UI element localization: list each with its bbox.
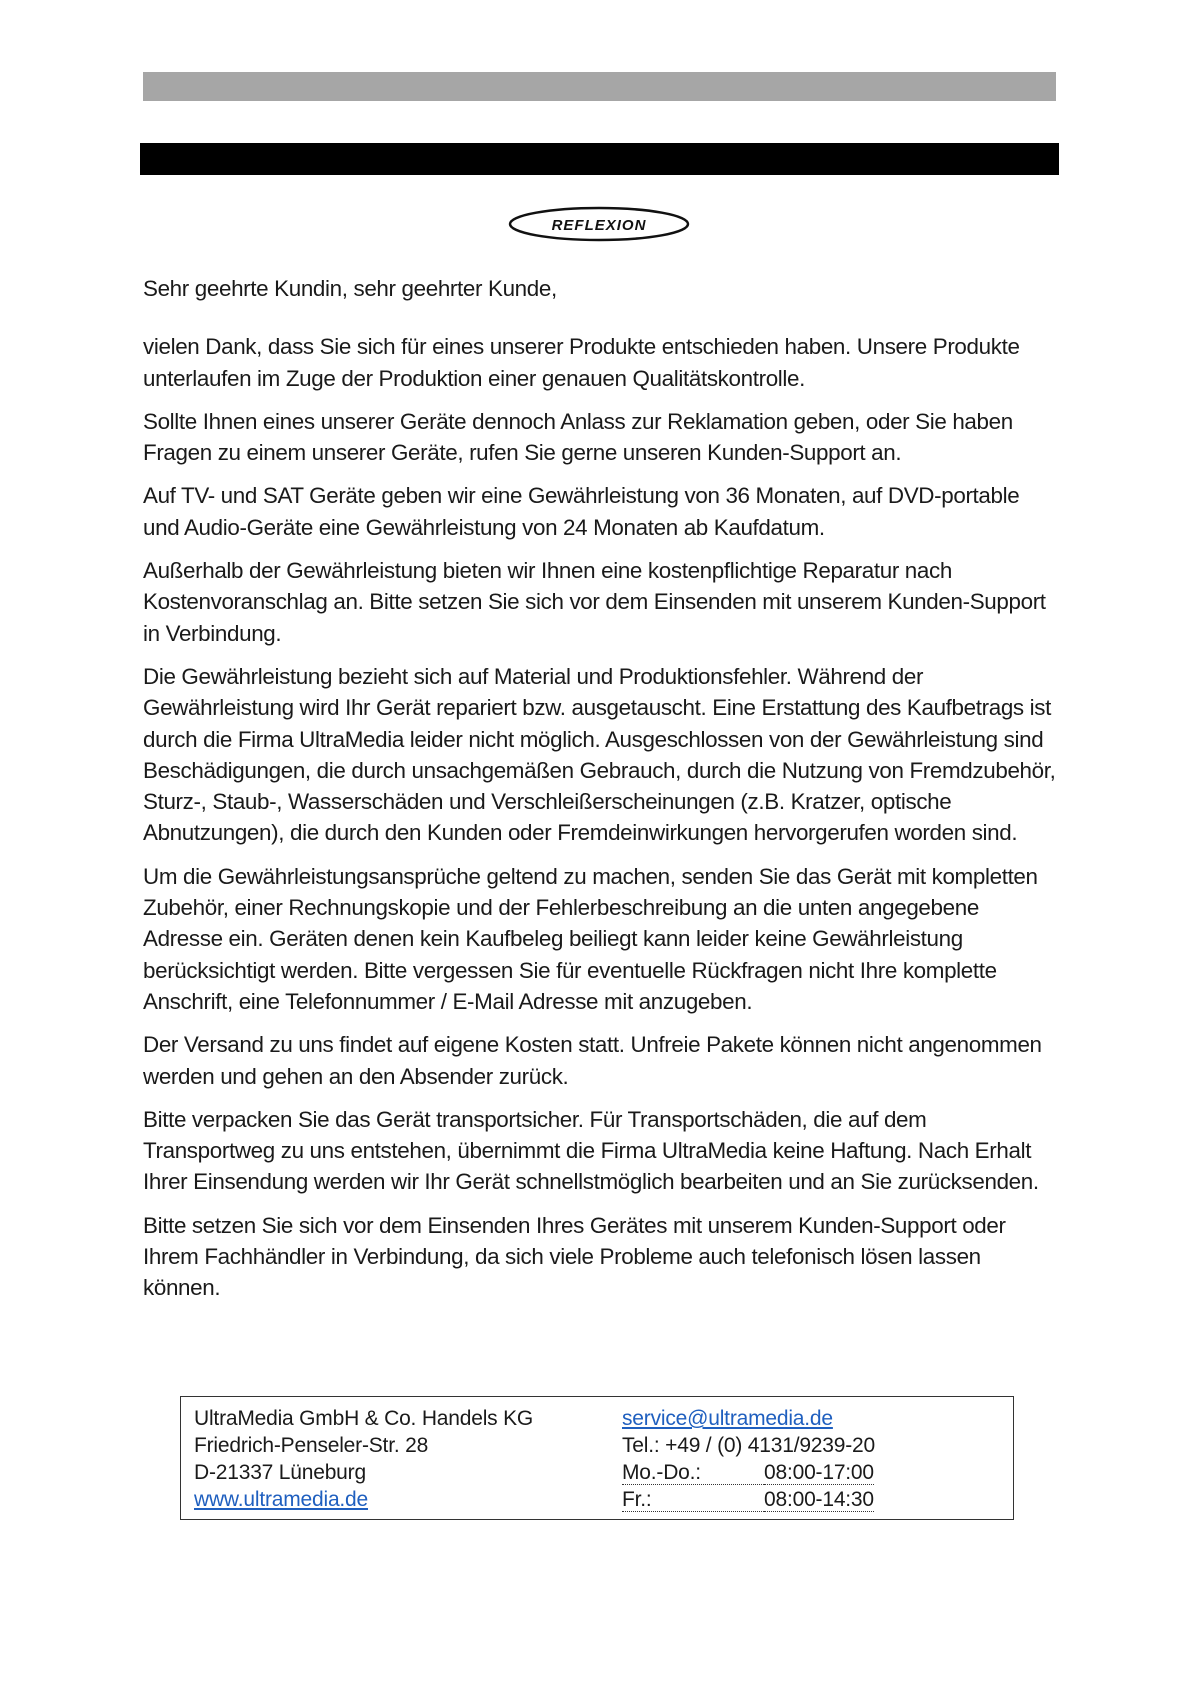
city-address: D-21337 Lüneburg bbox=[194, 1461, 366, 1484]
support-column bbox=[622, 1405, 875, 1513]
company-name: UltraMedia GmbH & Co. Handels KG bbox=[194, 1407, 534, 1430]
paragraph-shipping-costs: Der Versand zu uns findet auf eigene Kosten statt. Unfreie Pakete können nicht angenommen werden und gehen an den Absender zurück. bbox=[143, 1032, 1042, 1089]
header-black-bar bbox=[140, 143, 1059, 175]
hours-time: 08:00-17:00 bbox=[764, 1461, 874, 1484]
phone-number: Tel.: +49 / (0) 4131/9239-20 bbox=[622, 1434, 875, 1457]
paragraph-warranty-period: Auf TV- und SAT Geräte geben wir eine Gewährleistung von 36 Monaten, auf DVD-portable und Audio-Geräte eine Gewährleistung von 24 Monaten ab Kaufdatum. bbox=[143, 483, 1020, 540]
reflexion-logo bbox=[508, 205, 690, 243]
hours-row-fri bbox=[622, 1486, 875, 1513]
paragraph-warranty-scope: Die Gewährleistung bezieht sich auf Material und Produktionsfehler. Während der Gewährleistung wird Ihr Gerät repariert bzw. ausgetauscht. Eine Erstattung des Kaufbetrags ist durch die Firma UltraMedia leider nicht möglich. Ausgeschlossen von der Gewährleistung sind Beschädigungen, die durch unsachgemäßen Gebrauch, durch die Nutzung von Fremdzubehör, Sturz-, Staub-, Wasserschäden und Verschleißerscheinungen (z.B. Kratzer, optische Abnutzungen), die durch den Kunden oder Fremdeinwirkungen hervorgerufen worden sind. bbox=[143, 663, 1056, 846]
header-grey-bar bbox=[143, 72, 1056, 101]
paragraph-complaint: Sollte Ihnen eines unserer Geräte dennoch Anlass zur Reklamation geben, oder Sie haben Fragen zu einem unserer Geräte, rufen Sie gerne unseren Kunden-Support an. bbox=[143, 408, 1013, 466]
greeting: Sehr geehrte Kundin, sehr geehrter Kunde, bbox=[143, 276, 557, 301]
logo-text: REFLEXION bbox=[551, 217, 647, 234]
paragraph-contact-first: Bitte setzen Sie sich vor dem Einsenden Ihres Gerätes mit unserem Kunden-Support oder Ihrem Fachhändler in Verbindung, da sich viele Probleme auch telefonisch lösen lassen können. bbox=[143, 1212, 1006, 1301]
street-address: Friedrich-Penseler-Str. 28 bbox=[194, 1434, 429, 1457]
email-link[interactable]: service@ultramedia.de bbox=[622, 1407, 833, 1430]
hours-row-mon-thu bbox=[622, 1459, 875, 1486]
letter-body bbox=[143, 273, 1058, 1316]
hours-time: 08:00-14:30 bbox=[764, 1488, 874, 1511]
paragraph-claim-process: Um die Gewährleistungsansprüche geltend zu machen, senden Sie das Gerät mit kompletten Zubehör, einer Rechnungskopie und der Fehlerbeschreibung an die unten angegebene Adresse ein. Geräten denen kein Kaufbeleg beiliegt kann leider keine Gewährleistung berücksichtigt werden. Bitte vergessen Sie für eventuelle Rückfragen nicht Ihre komplette Anschrift, eine Telefonnummer / E-Mail Adresse mit anzugeben. bbox=[143, 863, 1038, 1014]
paragraph-out-of-warranty: Außerhalb der Gewährleistung bieten wir Ihnen eine kostenpflichtige Reparatur nach Kostenvoranschlag an. Bitte setzen Sie sich vor dem Einsenden mit unserem Kunden-Support in Verbindung. bbox=[143, 558, 1046, 646]
contact-box bbox=[180, 1396, 1014, 1520]
paragraph-packaging: Bitte verpacken Sie das Gerät transportsicher. Für Transportschäden, die auf dem Transportweg zu uns entstehen, übernimmt die Firma UltraMedia keine Haftung. Nach Erhalt Ihrer Einsendung werden wir Ihr Gerät schnellstmöglich bearbeiten und an Sie zurücksenden. bbox=[143, 1106, 1039, 1195]
hours-label: Mo.-Do.: bbox=[622, 1462, 764, 1485]
hours-label: Fr.: bbox=[622, 1489, 764, 1512]
paragraph-thanks: vielen Dank, dass Sie sich für eines unserer Produkte entschieden haben. Unsere Produkte unterlaufen im Zuge der Produktion einer genauen Qualitätskontrolle. bbox=[143, 334, 1020, 391]
website-link[interactable]: www.ultramedia.de bbox=[194, 1488, 369, 1511]
address-column bbox=[194, 1405, 533, 1513]
